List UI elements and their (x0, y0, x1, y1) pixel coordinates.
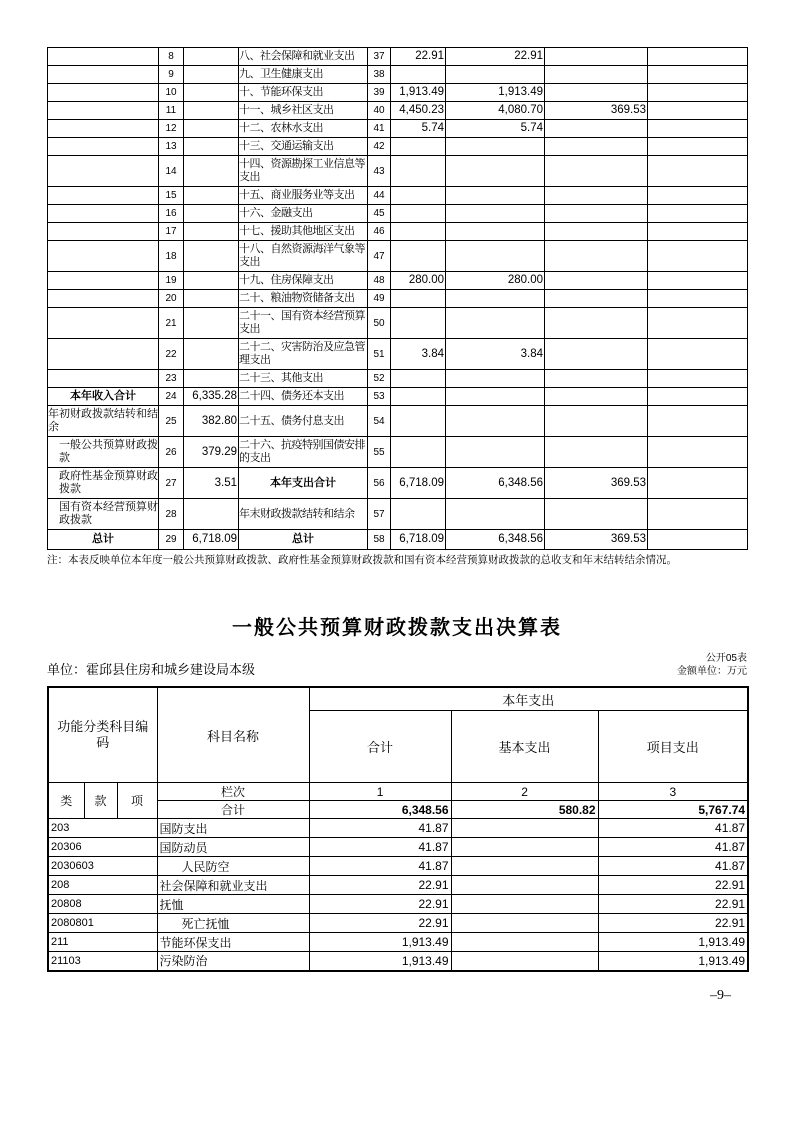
table1-cell (48, 120, 159, 138)
value-basic (451, 933, 598, 952)
lanci-3: 3 (598, 783, 748, 801)
table1-cell (446, 406, 545, 437)
value-total: 41.87 (309, 819, 451, 838)
table1-cell: 22.91 (391, 48, 446, 66)
subject-name: 节能环保支出 (157, 933, 309, 952)
table1-row (48, 339, 748, 370)
table1-cell: 4,080.70 (446, 102, 545, 120)
table1-cell: 10 (159, 84, 184, 102)
value-total: 41.87 (309, 838, 451, 857)
table2-row (48, 819, 748, 838)
table1-cell (545, 48, 648, 66)
table1-row (48, 156, 748, 187)
value-total: 22.91 (309, 914, 451, 933)
table1-cell (545, 437, 648, 468)
table1-cell: 十七、援助其他地区支出 (239, 223, 368, 241)
table1-cell: 十六、金融支出 (239, 205, 368, 223)
table1-cell (184, 290, 239, 308)
table1-cell: 6,718.09 (184, 530, 239, 550)
table1-cell (648, 406, 748, 437)
table1-cell: 6,348.56 (446, 468, 545, 499)
value-basic (451, 914, 598, 933)
table1-cell: 十八、自然资源海洋气象等支出 (239, 241, 368, 272)
table1-cell (48, 308, 159, 339)
table1-cell (545, 388, 648, 406)
value-total: 1,913.49 (309, 933, 451, 952)
table1-cell: 十二、农林水支出 (239, 120, 368, 138)
table1-cell (48, 370, 159, 388)
table2-row (48, 952, 748, 971)
table1-cell (648, 530, 748, 550)
table1-cell (446, 223, 545, 241)
table1-cell: 6,348.56 (446, 530, 545, 550)
table1-cell (648, 156, 748, 187)
table1-cell (391, 499, 446, 530)
table1-cell (391, 437, 446, 468)
table1-cell: 1,913.49 (391, 84, 446, 102)
table1-cell: 4,450.23 (391, 102, 446, 120)
table1-cell (391, 308, 446, 339)
lanci-1: 1 (309, 783, 451, 801)
table1-cell: 3.84 (446, 339, 545, 370)
table1-row (48, 290, 748, 308)
table1-cell (391, 187, 446, 205)
table1-cell (648, 290, 748, 308)
table1-cell (545, 120, 648, 138)
value-project: 41.87 (598, 819, 748, 838)
subject-code: 2030603 (48, 857, 157, 876)
table1-row (48, 308, 748, 339)
lanci-label: 栏次 (157, 783, 309, 801)
table1-cell (545, 339, 648, 370)
table1-cell: 28 (159, 499, 184, 530)
table1-cell: 50 (368, 308, 391, 339)
table1-cell (48, 138, 159, 156)
table1-cell: 48 (368, 272, 391, 290)
subject-code: 21103 (48, 952, 157, 971)
table1-cell (184, 339, 239, 370)
subject-code: 20306 (48, 838, 157, 857)
table1-cell: 45 (368, 205, 391, 223)
table1-cell (545, 223, 648, 241)
table1-cell: 369.53 (545, 102, 648, 120)
table1-cell (545, 138, 648, 156)
table1-cell (446, 138, 545, 156)
table1-cell: 379.29 (184, 437, 239, 468)
table1-row (48, 102, 748, 120)
value-project: 41.87 (598, 838, 748, 857)
table1-cell (446, 499, 545, 530)
value-project: 22.91 (598, 895, 748, 914)
table1-cell (184, 187, 239, 205)
fiscal-summary-table (47, 47, 748, 550)
table1-cell (48, 241, 159, 272)
table1-row (48, 138, 748, 156)
table1-cell: 十五、商业服务业等支出 (239, 187, 368, 205)
table1-cell (648, 499, 748, 530)
table1-cell: 一般公共预算财政拨款 (48, 437, 159, 468)
table1-cell (446, 290, 545, 308)
table1-cell: 11 (159, 102, 184, 120)
table1-cell: 6,718.09 (391, 530, 446, 550)
table1-cell (545, 499, 648, 530)
table1-cell: 54 (368, 406, 391, 437)
subject-name: 死亡抚恤 (157, 914, 309, 933)
subject-name: 国防动员 (157, 838, 309, 857)
value-project: 22.91 (598, 914, 748, 933)
table1-cell (391, 66, 446, 84)
table1-cell: 6,718.09 (391, 468, 446, 499)
table1-cell (545, 370, 648, 388)
subject-code: 208 (48, 876, 157, 895)
table1-cell: 12 (159, 120, 184, 138)
table1-cell (48, 187, 159, 205)
table1-cell: 369.53 (545, 530, 648, 550)
subject-code: 203 (48, 819, 157, 838)
page-title: 一般公共预算财政拨款支出决算表 (232, 617, 562, 639)
table1-cell (48, 205, 159, 223)
table1-cell (545, 272, 648, 290)
table1-cell: 46 (368, 223, 391, 241)
table1-cell: 年初财政拨款结转和结余 (48, 406, 159, 437)
code-group-header: 功能分类科目编码 (48, 687, 157, 783)
table1-cell (648, 102, 748, 120)
table1-cell (446, 388, 545, 406)
table1-cell: 本年收入合计 (48, 388, 159, 406)
table1-cell (391, 156, 446, 187)
table1-row (48, 187, 748, 205)
table1-cell (184, 370, 239, 388)
table-footnote: 注：本表反映单位本年度一般公共预算财政拨款、政府性基金预算财政拨款和国有资本经营预算财政拨款的总收支和年末结转结余情况。 (47, 554, 677, 566)
value-total: 41.87 (309, 857, 451, 876)
table1-cell (391, 388, 446, 406)
totals-basic: 580.82 (451, 801, 598, 819)
table1-row (48, 241, 748, 272)
value-basic (451, 838, 598, 857)
table1-cell (446, 241, 545, 272)
col-header-total: 合计 (309, 711, 451, 783)
table1-cell: 总计 (48, 530, 159, 550)
table1-cell: 14 (159, 156, 184, 187)
table1-cell (48, 66, 159, 84)
subject-header: 科目名称 (157, 687, 309, 783)
value-project: 22.91 (598, 876, 748, 895)
table1-cell: 382.80 (184, 406, 239, 437)
value-basic (451, 819, 598, 838)
table1-cell (545, 406, 648, 437)
subject-name: 社会保障和就业支出 (157, 876, 309, 895)
table1-cell (648, 468, 748, 499)
subject-code: 2080801 (48, 914, 157, 933)
value-total: 22.91 (309, 895, 451, 914)
table1-cell: 38 (368, 66, 391, 84)
table1-cell (648, 120, 748, 138)
table1-cell (184, 223, 239, 241)
table1-cell (184, 308, 239, 339)
table1-cell: 44 (368, 187, 391, 205)
table1-cell (391, 406, 446, 437)
table1-cell (391, 241, 446, 272)
table1-cell (184, 272, 239, 290)
table1-cell: 9 (159, 66, 184, 84)
table1-cell: 二十六、抗疫特别国债安排的支出 (239, 437, 368, 468)
table1-cell (648, 187, 748, 205)
table1-cell (545, 156, 648, 187)
table1-cell: 15 (159, 187, 184, 205)
col-header-item: 项 (117, 783, 157, 819)
table1-cell: 17 (159, 223, 184, 241)
table1-cell (391, 223, 446, 241)
value-basic (451, 857, 598, 876)
table1-cell: 57 (368, 499, 391, 530)
table1-cell: 47 (368, 241, 391, 272)
table1-cell: 6,335.28 (184, 388, 239, 406)
table1-cell (391, 370, 446, 388)
table1-cell (184, 499, 239, 530)
table1-cell (48, 272, 159, 290)
amount-unit: 金额单位：万元 (677, 666, 747, 677)
table1-cell (48, 84, 159, 102)
table1-cell: 21 (159, 308, 184, 339)
table1-cell (648, 223, 748, 241)
table1-row (48, 48, 748, 66)
spend-group-header: 本年支出 (309, 687, 748, 711)
table1-cell (545, 290, 648, 308)
table1-row (48, 530, 748, 550)
table1-cell: 369.53 (545, 468, 648, 499)
table1-cell: 二十三、其他支出 (239, 370, 368, 388)
value-project: 1,913.49 (598, 952, 748, 971)
table1-cell: 八、社会保障和就业支出 (239, 48, 368, 66)
table1-cell (184, 84, 239, 102)
value-project: 1,913.49 (598, 933, 748, 952)
table1-cell (648, 138, 748, 156)
table1-cell (446, 156, 545, 187)
table1-cell (545, 241, 648, 272)
table1-row (48, 205, 748, 223)
table1-cell: 二十五、债务付息支出 (239, 406, 368, 437)
table1-cell: 280.00 (391, 272, 446, 290)
value-basic (451, 895, 598, 914)
table2-row (48, 933, 748, 952)
table1-cell (648, 66, 748, 84)
table1-cell (184, 66, 239, 84)
table1-cell: 十四、资源勘探工业信息等支出 (239, 156, 368, 187)
table1-cell (648, 339, 748, 370)
table1-cell: 20 (159, 290, 184, 308)
subject-name: 污染防治 (157, 952, 309, 971)
table1-cell (391, 138, 446, 156)
table1-cell: 27 (159, 468, 184, 499)
table1-cell (648, 241, 748, 272)
table2-row (48, 857, 748, 876)
table1-cell (648, 48, 748, 66)
table1-cell (446, 370, 545, 388)
subject-name: 国防支出 (157, 819, 309, 838)
table1-cell: 40 (368, 102, 391, 120)
table1-cell: 十九、住房保障支出 (239, 272, 368, 290)
table1-cell (446, 308, 545, 339)
table1-cell: 1,913.49 (446, 84, 545, 102)
table1-cell: 18 (159, 241, 184, 272)
table1-row (48, 370, 748, 388)
sheet-number: 公开05表 (705, 653, 747, 664)
value-project: 41.87 (598, 857, 748, 876)
table1-cell (446, 205, 545, 223)
table1-row (48, 272, 748, 290)
subject-name: 人民防空 (157, 857, 309, 876)
table1-cell (545, 308, 648, 339)
value-basic (451, 876, 598, 895)
table1-row (48, 499, 748, 530)
table1-cell: 49 (368, 290, 391, 308)
table1-cell (648, 388, 748, 406)
table1-cell: 十三、交通运输支出 (239, 138, 368, 156)
table1-cell: 二十、粮油物资储备支出 (239, 290, 368, 308)
table1-cell: 41 (368, 120, 391, 138)
table1-cell (184, 120, 239, 138)
table1-row (48, 468, 748, 499)
header-row-lanci (48, 783, 748, 801)
table1-cell: 26 (159, 437, 184, 468)
table1-cell: 56 (368, 468, 391, 499)
table1-cell: 42 (368, 138, 391, 156)
table1-cell: 总计 (239, 530, 368, 550)
table1-cell: 13 (159, 138, 184, 156)
table1-cell (48, 156, 159, 187)
table1-cell: 国有资本经营预算财政拨款 (48, 499, 159, 530)
table1-cell: 二十二、灾害防治及应急管理支出 (239, 339, 368, 370)
totals-project: 5,767.74 (598, 801, 748, 819)
table1-cell (446, 187, 545, 205)
table1-cell (184, 102, 239, 120)
table1-cell (545, 205, 648, 223)
table1-row (48, 120, 748, 138)
table1-cell: 二十一、国有资本经营预算支出 (239, 308, 368, 339)
table1-row (48, 223, 748, 241)
subject-code: 211 (48, 933, 157, 952)
table1-cell: 8 (159, 48, 184, 66)
table1-cell (48, 290, 159, 308)
table1-cell (446, 437, 545, 468)
table1-cell: 25 (159, 406, 184, 437)
table1-cell: 24 (159, 388, 184, 406)
table-meta (677, 652, 747, 678)
table1-cell: 19 (159, 272, 184, 290)
meta-row (47, 652, 747, 678)
value-basic (451, 952, 598, 971)
table1-cell: 22.91 (446, 48, 545, 66)
table1-cell: 43 (368, 156, 391, 187)
table1-cell: 九、卫生健康支出 (239, 66, 368, 84)
table1-cell (545, 66, 648, 84)
totals-total: 6,348.56 (309, 801, 451, 819)
table1-cell (648, 272, 748, 290)
table1-cell: 二十四、债务还本支出 (239, 388, 368, 406)
table1-cell (545, 84, 648, 102)
col-header-class: 类 (48, 783, 84, 819)
table1-cell (184, 156, 239, 187)
table1-row (48, 66, 748, 84)
expenditure-table (47, 686, 749, 972)
header-row-groups (48, 687, 748, 711)
table1-cell: 3.84 (391, 339, 446, 370)
table1-cell: 年末财政拨款结转和结余 (239, 499, 368, 530)
table1-cell: 53 (368, 388, 391, 406)
table1-cell (648, 308, 748, 339)
page-number: –9– (710, 988, 731, 1003)
table1-cell: 3.51 (184, 468, 239, 499)
subject-name: 抚恤 (157, 895, 309, 914)
table1-cell (48, 223, 159, 241)
table2-row (48, 895, 748, 914)
col-header-basic: 基本支出 (451, 711, 598, 783)
table1-cell: 280.00 (446, 272, 545, 290)
table1-cell (648, 84, 748, 102)
table1-cell (184, 205, 239, 223)
table1-cell: 16 (159, 205, 184, 223)
table2-row (48, 914, 748, 933)
table1-cell (48, 102, 159, 120)
table1-row (48, 388, 748, 406)
table2-row (48, 876, 748, 895)
table1-cell (184, 138, 239, 156)
table1-cell (446, 66, 545, 84)
table1-cell: 51 (368, 339, 391, 370)
totals-label: 合计 (157, 801, 309, 819)
table1-cell: 39 (368, 84, 391, 102)
table1-cell: 本年支出合计 (239, 468, 368, 499)
table2-row (48, 838, 748, 857)
table1-cell: 52 (368, 370, 391, 388)
table1-cell (184, 241, 239, 272)
table1-cell (648, 205, 748, 223)
value-total: 1,913.49 (309, 952, 451, 971)
table1-cell (48, 48, 159, 66)
table1-row (48, 84, 748, 102)
table1-cell: 5.74 (391, 120, 446, 138)
table1-cell (391, 290, 446, 308)
table1-row (48, 437, 748, 468)
subject-code: 20808 (48, 895, 157, 914)
org-unit-label: 单位：霍邱县住房和城乡建设局本级 (47, 662, 256, 677)
col-header-project: 项目支出 (598, 711, 748, 783)
lanci-2: 2 (451, 783, 598, 801)
table1-cell (391, 205, 446, 223)
table1-cell (48, 339, 159, 370)
table1-cell: 37 (368, 48, 391, 66)
table1-cell: 政府性基金预算财政拨款 (48, 468, 159, 499)
table1-cell: 22 (159, 339, 184, 370)
table1-cell: 29 (159, 530, 184, 550)
table1-cell (648, 370, 748, 388)
col-header-section: 款 (84, 783, 117, 819)
table1-cell: 5.74 (446, 120, 545, 138)
table1-row (48, 406, 748, 437)
table1-cell (545, 187, 648, 205)
page-content (47, 47, 747, 972)
table1-cell: 58 (368, 530, 391, 550)
table1-cell (184, 48, 239, 66)
table1-cell: 十、节能环保支出 (239, 84, 368, 102)
table1-cell (648, 437, 748, 468)
table1-cell: 十一、城乡社区支出 (239, 102, 368, 120)
table1-cell: 23 (159, 370, 184, 388)
value-total: 22.91 (309, 876, 451, 895)
table1-cell: 55 (368, 437, 391, 468)
